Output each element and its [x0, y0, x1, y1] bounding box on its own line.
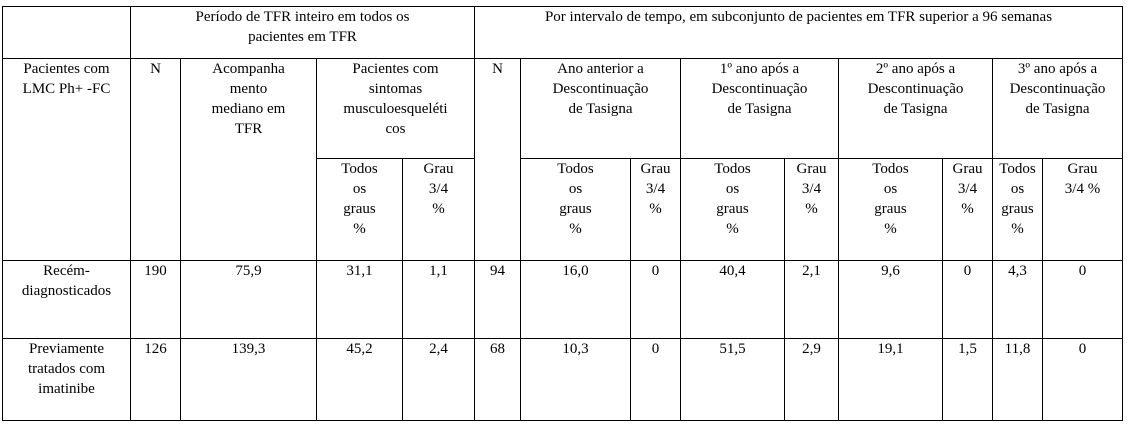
header-period-year-1	[681, 59, 839, 159]
header-y1-all-grades-text: Todos os graus %	[714, 161, 751, 237]
cell-y3-g34: 0	[1043, 339, 1123, 421]
group-header-full-period	[131, 7, 475, 59]
cell-y1-all: 51,5	[681, 339, 785, 421]
cell-y0-all: 10,3	[521, 339, 631, 421]
row-label-header-text: Pacientes com LMC Ph+ -FC	[22, 61, 111, 97]
cell-n2: 94	[475, 261, 521, 339]
row-label	[3, 261, 131, 339]
header-period-year-2-text: 2º ano após a Descontinuação de Tasigna	[867, 61, 964, 117]
cell-y2-g34: 1,5	[943, 339, 993, 421]
header-row-subgroups	[3, 59, 1123, 159]
cell-n: 126	[131, 339, 181, 421]
header-n-full	[131, 59, 181, 261]
header-period-year-1-text: 1º ano após a Descontinuação de Tasigna	[711, 61, 808, 117]
header-y0-all-grades	[521, 159, 631, 261]
header-msk-grade34-text: Grau 3/4 %	[423, 161, 454, 217]
cell-y2-all: 19,1	[839, 339, 943, 421]
group-header-interval-text: Por intervalo de tempo, em subconjunto de pacientes em TFR superior a 96 semanas	[544, 9, 1053, 25]
table-row	[3, 261, 1123, 339]
header-msk-all-grades	[317, 159, 403, 261]
header-y0-grade34	[631, 159, 681, 261]
header-period-year-2	[839, 59, 993, 159]
header-y0-grade34-text: Grau 3/4 %	[640, 161, 671, 217]
tfr-musculoskeletal-table	[2, 6, 1123, 421]
row-label	[3, 339, 131, 421]
header-n-interval-text: N	[492, 61, 503, 77]
header-y0-all-grades-text: Todos os graus %	[557, 161, 594, 237]
header-y2-grade34-text: Grau 3/4 %	[952, 161, 983, 217]
cell-follow-up: 139,3	[181, 339, 317, 421]
cell-msk-all: 45,2	[317, 339, 403, 421]
header-msk-all-grades-text: Todos os graus %	[341, 161, 378, 237]
header-msk-grade34	[403, 159, 475, 261]
row-label-header	[3, 59, 131, 261]
header-period-year-before	[521, 59, 681, 159]
cell-y0-all: 16,0	[521, 261, 631, 339]
header-y1-all-grades	[681, 159, 785, 261]
row-label-text: Previamente tratados com imatinibe	[27, 341, 106, 397]
cell-y2-all: 9,6	[839, 261, 943, 339]
cell-y1-all: 40,4	[681, 261, 785, 339]
cell-y1-g34: 2,9	[785, 339, 839, 421]
header-y2-all-grades	[839, 159, 943, 261]
header-n-interval	[475, 59, 521, 261]
header-row-groups	[3, 7, 1123, 59]
table-row	[3, 339, 1123, 421]
header-follow-up-text: Acompanha mento mediano em TFR	[211, 61, 286, 137]
cell-y1-g34: 2,1	[785, 261, 839, 339]
header-period-year-before-text: Ano anterior a Descontinuação de Tasigna	[552, 61, 649, 117]
header-y3-all-grades	[993, 159, 1043, 261]
header-n-full-text: N	[150, 61, 161, 77]
cell-y3-all: 4,3	[993, 261, 1043, 339]
row-label-text: Recém- diagnosticados	[21, 263, 112, 299]
header-follow-up	[181, 59, 317, 261]
cell-y0-g34: 0	[631, 339, 681, 421]
cell-n: 190	[131, 261, 181, 339]
group-header-full-period-text: Período de TFR inteiro em todos os pacientes em TFR	[195, 9, 410, 45]
header-y3-grade34-text: Grau 3/4 %	[1064, 161, 1101, 197]
cell-msk-g34: 2,4	[403, 339, 475, 421]
cell-y2-g34: 0	[943, 261, 993, 339]
header-msk-symptoms-text: Pacientes com sintomas musculoesqueléti cos	[343, 61, 448, 137]
header-period-year-3	[993, 59, 1123, 159]
cell-y3-g34: 0	[1043, 261, 1123, 339]
header-msk-symptoms	[317, 59, 475, 159]
header-y3-grade34	[1043, 159, 1123, 261]
cell-n2: 68	[475, 339, 521, 421]
header-y3-all-grades-text: Todos os graus %	[999, 161, 1036, 237]
header-y2-grade34	[943, 159, 993, 261]
header-period-year-3-text: 3º ano após a Descontinuação de Tasigna	[1009, 61, 1106, 117]
header-y1-grade34-text: Grau 3/4 %	[796, 161, 827, 217]
cell-y3-all: 11,8	[993, 339, 1043, 421]
group-header-interval	[475, 7, 1123, 59]
header-y2-all-grades-text: Todos os graus %	[872, 161, 909, 237]
cell-follow-up: 75,9	[181, 261, 317, 339]
header-y1-grade34	[785, 159, 839, 261]
cell-y0-g34: 0	[631, 261, 681, 339]
cell-msk-g34: 1,1	[403, 261, 475, 339]
empty-corner-cell	[3, 7, 131, 59]
cell-msk-all: 31,1	[317, 261, 403, 339]
